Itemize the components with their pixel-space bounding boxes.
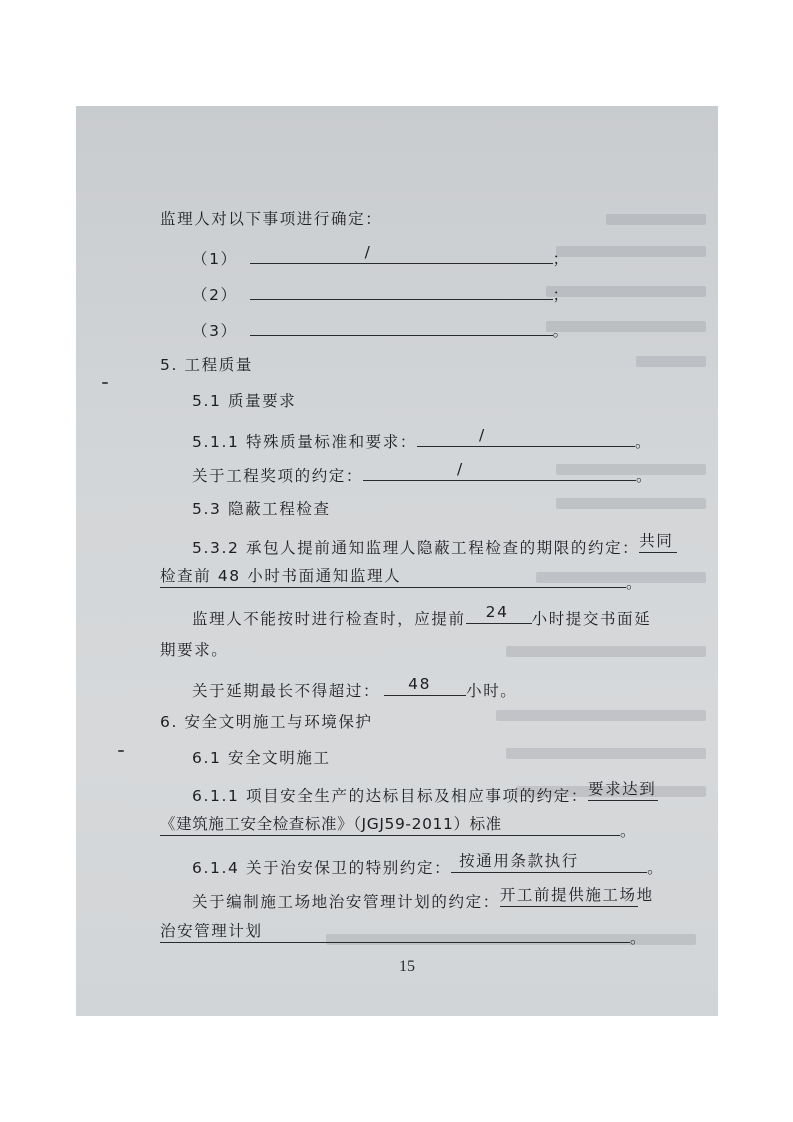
- item-value-field: [250, 316, 553, 336]
- site-security-plan-line-continued: 治安管理计划 。: [160, 922, 648, 947]
- max-delay-field: 48: [384, 676, 466, 696]
- safety-target-field: 要求达到: [588, 781, 658, 801]
- bleed-through: [496, 710, 706, 721]
- inspection-notice-field: 共同: [639, 533, 677, 553]
- page-number: 15: [399, 958, 415, 975]
- bleed-through: [546, 286, 706, 297]
- delay-request-line: 监理人不能按时进行检查时，应提前 24 小时提交书面延: [192, 603, 652, 628]
- safety-target-field-cont: 《建筑施工安全检查标准》（JGJ59-2011）标准: [160, 816, 620, 836]
- item-1: （1） / ；: [192, 243, 570, 268]
- delay-request-line-continued: 期要求。: [160, 641, 229, 659]
- inspection-notice-field-cont: 检查前 48 小时书面通知监理人: [160, 568, 626, 588]
- document-page: [76, 106, 718, 1016]
- section-6-heading: 6. 安全文明施工与环境保护: [160, 713, 373, 731]
- item-label: （2）: [192, 286, 238, 304]
- bleed-through: [506, 646, 706, 657]
- bleed-through: [556, 498, 706, 509]
- section-6-1-heading: 6.1 安全文明施工: [192, 749, 331, 767]
- section-5-3-2-continued: 检查前 48 小时书面通知监理人 。: [160, 567, 644, 592]
- security-field: 按通用条款执行: [451, 853, 647, 873]
- scan-mark: [118, 750, 124, 752]
- section-5-3-2: 5.3.2 承包人提前通知监理人隐蔽工程检查的期限的约定： 共同: [192, 533, 677, 559]
- bleed-through: [506, 748, 706, 759]
- award-field: /: [363, 461, 636, 481]
- bleed-through: [606, 214, 706, 225]
- section-5-heading: 5. 工程质量: [160, 356, 253, 374]
- item-label: （1）: [192, 250, 238, 268]
- bleed-through: [556, 246, 706, 257]
- security-plan-field: 开工前提供施工场地: [500, 887, 638, 907]
- section-5-1-1: 5.1.1 特殊质量标准和要求： / 。: [192, 426, 653, 451]
- scan-mark: [102, 382, 108, 384]
- delay-hours-field: 24: [466, 604, 532, 624]
- item-value-field: [250, 280, 553, 300]
- intro-text: 监理人对以下事项进行确定：: [160, 210, 383, 228]
- section-6-1-1-continued: 《建筑施工安全检查标准》（JGJ59-2011）标准 。: [160, 815, 638, 840]
- section-6-1-4: 6.1.4 关于治安保卫的特别约定： 按通用条款执行 。: [192, 852, 665, 877]
- bleed-through: [636, 356, 706, 367]
- special-quality-field: /: [417, 427, 635, 447]
- site-security-plan-line: 关于编制施工场地治安管理计划的约定： 开工前提供施工场地: [192, 886, 654, 911]
- award-line: 关于工程奖项的约定： / 。: [192, 460, 654, 485]
- item-value-field: /: [250, 244, 553, 264]
- item-label: （3）: [192, 322, 238, 340]
- item-2: （2） ；: [192, 280, 570, 306]
- security-plan-field-cont: 治安管理计划: [160, 923, 630, 943]
- section-5-3-heading: 5.3 隐蔽工程检查: [192, 500, 331, 518]
- bleed-through: [546, 321, 706, 332]
- max-delay-line: 关于延期最长不得超过： 48 小时。: [192, 675, 518, 700]
- section-5-1-heading: 5.1 质量要求: [192, 392, 297, 410]
- item-3: （3） 。: [192, 316, 570, 342]
- section-6-1-1: 6.1.1 项目安全生产的达标目标及相应事项的约定： 要求达到: [192, 780, 657, 805]
